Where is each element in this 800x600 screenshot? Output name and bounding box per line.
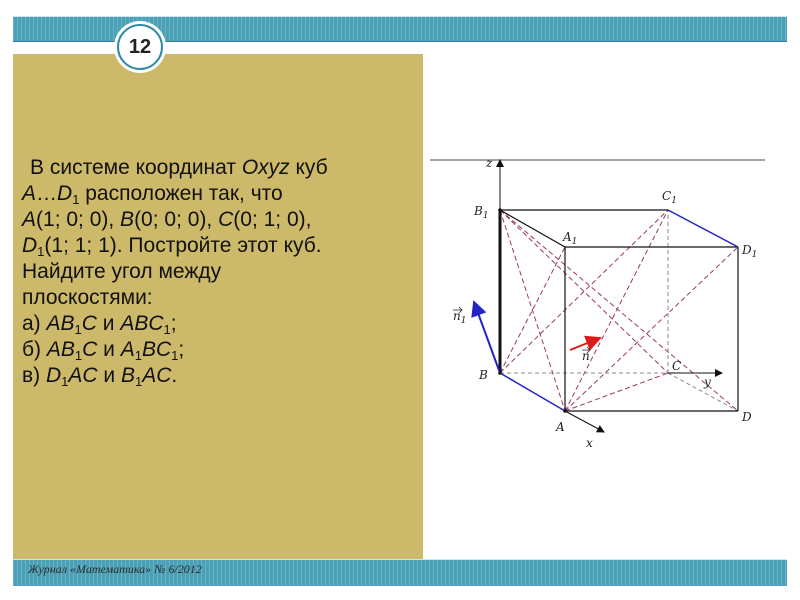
construction-lines (500, 210, 738, 411)
label-b: B (479, 368, 488, 382)
text-run: ; (178, 338, 185, 361)
math-symbol: AB (46, 312, 75, 335)
text-run: (1; 0; 0), (36, 208, 121, 231)
subscript: 1 (135, 374, 143, 389)
problem-line (22, 285, 417, 311)
text-run: куб (289, 156, 328, 179)
label-n1: $n_1$ (453, 309, 467, 326)
problem-line (22, 207, 417, 233)
slide-number-badge (117, 24, 163, 70)
label-d1: $D_1$ (742, 243, 758, 260)
text-run: и (97, 338, 121, 361)
label-a1: $A_1$ (563, 230, 578, 247)
text-run: В системе координат (30, 156, 242, 179)
label-n: n (582, 349, 590, 363)
problem-line (22, 233, 417, 259)
problem-line (22, 363, 417, 389)
x-axis (565, 411, 604, 432)
math-symbol: Oxyz (241, 156, 290, 179)
math-symbol: A (120, 338, 135, 361)
math-symbol: AB (46, 338, 75, 361)
math-symbol: ABC (120, 312, 164, 335)
label-d: D (742, 410, 752, 424)
text-run: ; (170, 312, 177, 335)
problem-line (22, 337, 417, 363)
math-symbol: C (218, 208, 234, 231)
label-a: A (556, 420, 565, 434)
text-run: и (96, 312, 121, 335)
text-run: расположен так, что (79, 182, 283, 205)
label-b1: $B_1$ (474, 204, 489, 221)
math-symbol: B (120, 208, 135, 231)
math-symbol: AC (68, 364, 98, 387)
subscript: 1 (74, 348, 83, 363)
label-c1: $C_1$ (662, 189, 677, 206)
math-symbol: A (22, 208, 37, 231)
text-run: и (97, 364, 121, 387)
edge-ba (500, 373, 565, 411)
math-symbol: AC (142, 364, 172, 387)
problem-line (22, 259, 417, 285)
problem-text (22, 155, 417, 389)
problem-line (22, 311, 417, 337)
cube-figure (430, 155, 800, 455)
subscript: 1 (74, 322, 82, 337)
label-c: C (672, 359, 682, 373)
math-symbol: D (22, 234, 38, 257)
subscript: 1 (171, 348, 179, 363)
text-run: Найдите угол между (22, 260, 222, 283)
text-run: … (36, 182, 58, 205)
text-run: а) (22, 312, 47, 335)
text-run: (0; 0; 0), (134, 208, 219, 231)
cube-diagram (430, 155, 800, 455)
label-z: z (486, 156, 493, 170)
math-symbol: D (57, 182, 73, 205)
text-run: (0; 1; 0), (233, 208, 312, 231)
subscript: 1 (163, 322, 171, 337)
problem-line (22, 181, 417, 207)
math-symbol: D (45, 364, 62, 387)
subscript: 1 (134, 348, 142, 363)
math-symbol: BC (141, 338, 172, 361)
math-symbol: C (81, 312, 97, 335)
problem-line (22, 155, 417, 181)
label-y: y (704, 375, 711, 389)
normal-n1-vector (474, 302, 500, 373)
slide-number: 12 (128, 35, 152, 58)
text-run: в) (22, 364, 46, 387)
text-run: б) (22, 338, 47, 361)
math-symbol: B (120, 364, 135, 387)
subscript: 1 (61, 374, 69, 389)
subscript: 1 (37, 244, 45, 259)
math-symbol: A (22, 182, 37, 205)
text-run: . (171, 364, 178, 387)
math-symbol: C (82, 338, 98, 361)
label-x: x (586, 436, 593, 450)
edge-c1d1 (668, 210, 738, 247)
subscript: 1 (72, 192, 80, 207)
text-run: (1; 1; 1). Постройте этот куб. (44, 234, 322, 257)
text-run: плоскостями: (22, 286, 153, 309)
footer-source: Журнал «Математика» № 6/2012 (28, 562, 202, 576)
